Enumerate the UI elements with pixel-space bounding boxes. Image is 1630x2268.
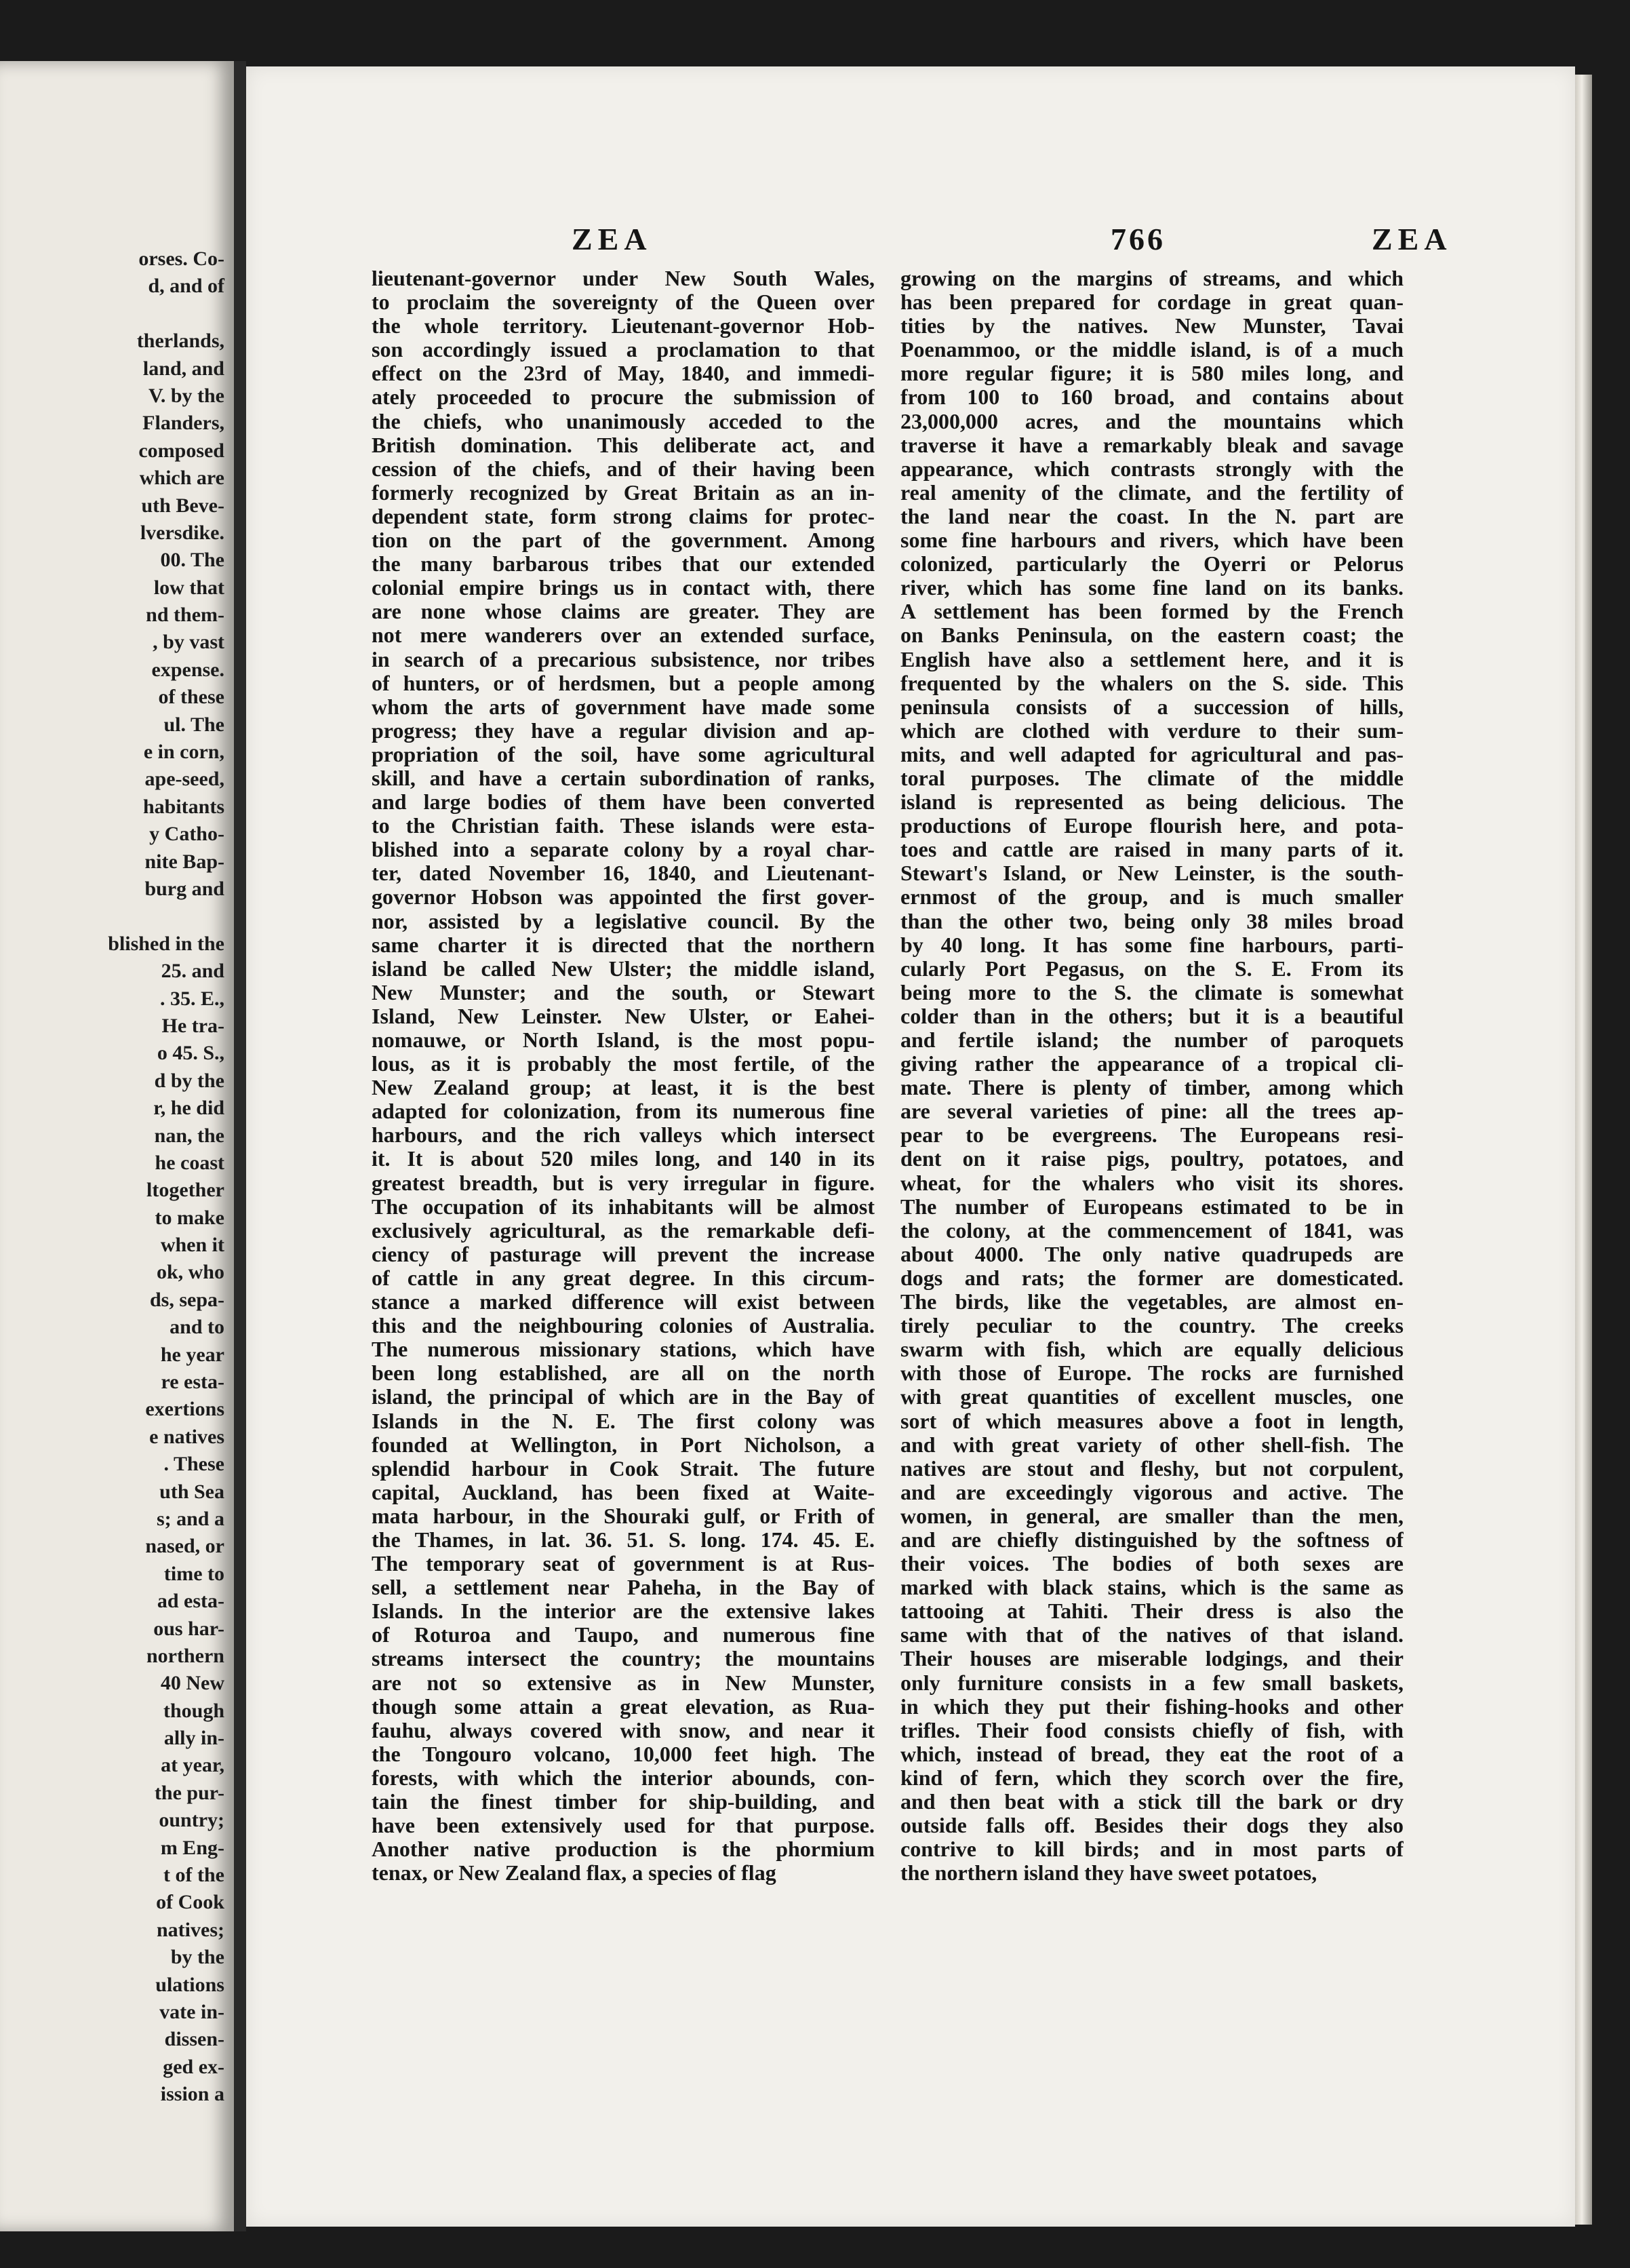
text-line: greatest breadth, but is very irregular in figure. [372, 1171, 875, 1195]
facing-page-line: He tra- [161, 1014, 224, 1037]
text-line: capital, Auckland, has been fixed at Waite- [372, 1480, 875, 1504]
text-line: the Thames, in lat. 36. 51. S. long. 174. 45. E. [372, 1527, 875, 1552]
text-line: growing on the margins of streams, and which [900, 267, 1404, 290]
text-line: governor Hobson was appointed the first gover- [372, 885, 875, 910]
text-line: swarm with fish, which are equally delicious [900, 1337, 1404, 1362]
facing-page-line: dissen- [164, 2028, 224, 2051]
book-page [246, 66, 1575, 2227]
text-line: dogs and rats; the former are domesticated. [900, 1266, 1404, 1290]
text-line: tities by the natives. New Munster, Tavai [900, 314, 1404, 338]
text-line: 23,000,000 acres, and the mountains which [900, 409, 1404, 433]
text-line: ately proceeded to procure the submission of [372, 385, 875, 410]
facing-page-line: ok, who [156, 1261, 224, 1284]
text-line: ter, dated November 16, 1840, and Lieutenant- [372, 861, 875, 886]
text-line: and then beat with a stick till the bark or dry [900, 1790, 1404, 1814]
facing-page-line: burg and [144, 877, 224, 900]
text-line: New Zealand group; at least, it is the best [372, 1076, 875, 1100]
text-line: this and the neighbouring colonies of Australia. [372, 1314, 875, 1338]
text-line: Their houses are miserable lodgings, and their [900, 1647, 1404, 1671]
text-line: peninsula consists of a succession of hills, [900, 695, 1404, 719]
facing-page-line: of these [158, 686, 224, 709]
page-number: 766 [1111, 222, 1166, 256]
text-line: of cattle in any great degree. In this circum- [372, 1266, 875, 1290]
text-line: some fine harbours and rivers, which have been [900, 528, 1404, 553]
facing-page-line: which are [139, 467, 224, 490]
text-line: founded at Wellington, in Port Nicholson, a [372, 1432, 875, 1457]
text-line: the many barbarous tribes that our extended [372, 552, 875, 576]
text-line: with great quantities of excellent muscles, one [900, 1385, 1404, 1409]
facing-page-line: when it [160, 1234, 224, 1257]
facing-page-text [7, 246, 224, 2109]
facing-page-line: exertions [145, 1398, 224, 1421]
header-left-word: ZEA [572, 222, 652, 256]
text-line: being more to the S. the climate is somewhat [900, 980, 1404, 1004]
text-line: progress; they have a regular division and ap- [372, 718, 875, 743]
text-line: same charter it is directed that the northern [372, 933, 875, 957]
text-line: their voices. The bodies of both sexes are [900, 1552, 1404, 1576]
text-line: mits, and well adapted for agricultural and pas- [900, 742, 1404, 766]
text-line: sort of which measures above a foot in length, [900, 1409, 1404, 1433]
book-gutter [234, 61, 246, 2231]
text-line: real amenity of the climate, and the fertility of [900, 480, 1404, 505]
text-line: toral purposes. The climate of the middle [900, 766, 1404, 790]
facing-page [0, 61, 234, 2231]
facing-page-line: nite Bap- [144, 850, 224, 873]
facing-page-line: natives; [157, 1918, 224, 1941]
text-line: to proclaim the sovereignty of the Queen over [372, 290, 875, 315]
facing-page-line: he coast [155, 1151, 224, 1174]
text-line: The numerous missionary stations, which have [372, 1337, 875, 1362]
text-line: to the Christian faith. These islands were esta- [372, 814, 875, 838]
facing-page-line: ission a [160, 2083, 224, 2106]
text-line: not mere wanderers over an extended surface, [372, 623, 875, 648]
facing-page-line: t of the [163, 1864, 224, 1887]
text-line: the land near the coast. In the N. part are [900, 504, 1404, 528]
text-line: island, the principal of which are in the Bay of [372, 1385, 875, 1409]
text-line: colonial empire brings us in contact with, there [372, 576, 875, 600]
facing-page-line: orses. Co- [138, 248, 224, 270]
text-line: have been extensively used for that purpose. [372, 1814, 875, 1838]
text-line: son accordingly issued a proclamation to that [372, 338, 875, 362]
text-line: from 100 to 160 broad, and contains about [900, 385, 1404, 410]
text-line: exclusively agricultural, as the remarkable defi- [372, 1218, 875, 1243]
text-line: in search of a precarious subsistence, nor tribes [372, 647, 875, 671]
text-line: on Banks Peninsula, on the eastern coast; the [900, 623, 1404, 648]
text-line: it. It is about 520 miles long, and 140 in its [372, 1147, 875, 1171]
text-line: ciency of pasturage will prevent the increase [372, 1242, 875, 1266]
text-line: marked with black stains, which is the same as [900, 1576, 1404, 1600]
text-line: which, instead of bread, they eat the root of a [900, 1742, 1404, 1766]
facing-page-line: of Cook [156, 1891, 224, 1914]
text-line: traverse it have a remarkably bleak and savage [900, 433, 1404, 457]
facing-page-line: , by vast [153, 631, 224, 654]
facing-page-line: re esta- [161, 1371, 224, 1394]
facing-page-line: at year, [161, 1754, 224, 1777]
text-line: sell, a settlement near Paheha, in the Bay of [372, 1576, 875, 1600]
text-line: tenax, or New Zealand flax, a species of flag [372, 1861, 776, 1885]
text-line: The number of Europeans estimated to be in [900, 1194, 1404, 1219]
text-line: harbours, and the rich valleys which intersect [372, 1123, 875, 1148]
text-line: island is represented as being delicious. The [900, 790, 1404, 815]
text-line: toes and cattle are raised in many parts of it. [900, 838, 1404, 862]
text-line: kind of fern, which they scorch over the fire, [900, 1765, 1404, 1790]
text-line: New Munster; and the south, or Stewart [372, 980, 875, 1004]
text-line: has been prepared for cordage in great quan- [900, 290, 1404, 315]
facing-page-line: nased, or [145, 1535, 224, 1558]
text-line: are not so extensive as in New Munster, [372, 1670, 875, 1695]
header-right-word: ZEA [1372, 222, 1452, 256]
facing-page-line: e natives [149, 1425, 224, 1448]
facing-page-line: nan, the [154, 1124, 224, 1147]
facing-page-line: therlands, [136, 330, 224, 353]
text-line: tain the finest timber for ship-building, and [372, 1790, 875, 1814]
text-line: women, in general, are smaller than the men, [900, 1504, 1404, 1528]
text-line: appearance, which contrasts strongly with the [900, 456, 1404, 481]
facing-page-line: 00. The [160, 549, 224, 572]
facing-page-line: y Catho- [149, 823, 224, 846]
text-line: The occupation of its inhabitants will be almost [372, 1194, 875, 1219]
text-line: same with that of the natives of that island. [900, 1623, 1404, 1647]
text-line: the northern island they have sweet potatoes, [900, 1861, 1317, 1885]
facing-page-line: ally in- [163, 1727, 224, 1750]
facing-page-line: 25. and [161, 960, 224, 983]
text-line: tattooing at Tahiti. Their dress is also the [900, 1599, 1404, 1624]
text-line: productions of Europe flourish here, and pota- [900, 814, 1404, 838]
text-line: adapted for colonization, from its numerous fine [372, 1099, 875, 1124]
facing-page-line: e in corn, [143, 741, 224, 764]
text-line: formerly recognized by Great Britain as an in- [372, 480, 875, 505]
text-line: are none whose claims are greater. They are [372, 600, 875, 624]
facing-page-line: ous har- [153, 1617, 224, 1640]
text-line: the colony, at the commencement of 1841, was [900, 1218, 1404, 1243]
text-line: cularly Port Pegasus, on the S. E. From its [900, 956, 1404, 981]
text-line: forests, with which the interior abounds, con- [372, 1765, 875, 1790]
text-line: streams intersect the country; the mountains [372, 1647, 875, 1671]
text-line: wheat, for the whalers who visit its shores. [900, 1171, 1404, 1195]
text-line: Islands. In the interior are the extensive lakes [372, 1599, 875, 1624]
text-line: trifles. Their food consists chiefly of fish, with [900, 1718, 1404, 1742]
text-line: frequented by the whalers on the S. side. This [900, 671, 1404, 695]
text-line: tirely peculiar to the country. The creeks [900, 1314, 1404, 1338]
facing-page-line: ape-seed, [144, 768, 224, 791]
facing-page-line: ds, sepa- [149, 1288, 224, 1311]
facing-page-line: o 45. S., [157, 1042, 224, 1065]
text-line: colonized, particularly the Oyerri or Pelorus [900, 552, 1404, 576]
text-line: blished into a separate colony by a royal char- [372, 838, 875, 862]
text-line: ernmost of the group, and is much smaller [900, 885, 1404, 910]
text-line: mata harbour, in the Shouraki gulf, or Frith of [372, 1504, 875, 1528]
text-line: been long established, are all on the north [372, 1361, 875, 1386]
text-line: fauhu, always covered with snow, and near it [372, 1718, 875, 1742]
facing-page-line: composed [138, 439, 224, 462]
facing-page-line: the pur- [154, 1781, 224, 1804]
text-line: river, which has some fine land on its banks. [900, 576, 1404, 600]
text-line: of hunters, or of herdsmen, but a people among [372, 671, 875, 695]
text-column-right [900, 267, 1404, 1885]
facing-page-line: though [163, 1699, 224, 1722]
text-line: and large bodies of them have been converted [372, 790, 875, 815]
text-line: Islands in the N. E. The first colony was [372, 1409, 875, 1433]
page-edge [1575, 75, 1592, 2225]
facing-page-line: ul. The [163, 713, 224, 736]
text-line: Another native production is the phormium [372, 1837, 875, 1862]
facing-page-line: uth Beve- [141, 494, 224, 517]
text-line: English have also a settlement here, and it is [900, 647, 1404, 671]
facing-page-line: m Eng- [160, 1836, 224, 1859]
facing-page-line: . 35. E., [159, 987, 224, 1010]
text-line: about 4000. The only native quadrupeds are [900, 1242, 1404, 1266]
facing-page-line: V. by the [148, 384, 224, 407]
facing-page-line: ulations [155, 1973, 224, 1996]
text-line: the Tongouro volcano, 10,000 feet high. The [372, 1742, 875, 1766]
text-line: The temporary seat of government is at Rus- [372, 1552, 875, 1576]
text-line: whom the arts of government have made some [372, 695, 875, 719]
text-line: colder than in the others; but it is a beautiful [900, 1004, 1404, 1028]
text-line: and fertile island; the number of paroquets [900, 1028, 1404, 1052]
text-line: by 40 long. It has some fine harbours, parti- [900, 933, 1404, 957]
facing-page-line: d, and of [148, 275, 224, 298]
text-line: propriation of the soil, have some agricultural [372, 742, 875, 766]
text-line: dent on it raise pigs, poultry, potatoes, and [900, 1147, 1404, 1171]
text-line: effect on the 23rd of May, 1840, and immedi- [372, 361, 875, 386]
text-line: Poenammoo, or the middle island, is of a much [900, 338, 1404, 362]
text-line: are several varieties of pine: all the trees ap- [900, 1099, 1404, 1124]
text-line: the whole territory. Lieutenant-governor Hob- [372, 314, 875, 338]
facing-page-line: Flanders, [142, 412, 224, 435]
facing-page-line [7, 300, 224, 328]
text-line: British domination. This deliberate act, and [372, 433, 875, 457]
text-line: skill, and have a certain subordination of ranks, [372, 766, 875, 790]
text-line: nomauwe, or North Island, is the most popu- [372, 1028, 875, 1052]
text-column-left [372, 267, 875, 1885]
facing-page-line: ountry; [159, 1809, 224, 1832]
text-line: tion on the part of the government. Among [372, 528, 875, 553]
text-line: Island, New Leinster. New Ulster, or Eahei- [372, 1004, 875, 1028]
facing-page-line: s; and a [156, 1507, 224, 1530]
running-header [246, 221, 1575, 262]
text-line: splendid harbour in Cook Strait. The future [372, 1456, 875, 1481]
text-line: only furniture consists in a few small baskets, [900, 1670, 1404, 1695]
text-line: mate. There is plenty of timber, among which [900, 1076, 1404, 1100]
facing-page-line: ltogether [146, 1179, 224, 1202]
text-line: and are exceedingly vigorous and active. The [900, 1480, 1404, 1504]
facing-page-line: land, and [142, 357, 224, 380]
facing-page-line: ad esta- [157, 1590, 224, 1613]
facing-page-line [7, 903, 224, 930]
facing-page-line: nd them- [146, 604, 224, 627]
text-line: island be called New Ulster; the middle island, [372, 956, 875, 981]
text-line: though some attain a great elevation, as Rua- [372, 1694, 875, 1719]
facing-page-line: lversdike. [140, 521, 224, 544]
text-line: outside falls off. Besides their dogs they also [900, 1814, 1404, 1838]
text-line: than the other two, being only 38 miles broad [900, 909, 1404, 933]
text-line: natives are stout and fleshy, but not corpulent, [900, 1456, 1404, 1481]
facing-page-line: habitants [142, 795, 224, 818]
text-line: nor, assisted by a legislative council. By the [372, 909, 875, 933]
text-line: in which they put their fishing-hooks and other [900, 1694, 1404, 1719]
text-line: pear to be evergreens. The Europeans resi- [900, 1123, 1404, 1148]
facing-page-line: ged ex- [163, 2055, 224, 2078]
text-line: lous, as it is probably the most fertile, of the [372, 1052, 875, 1076]
facing-page-line: and to [170, 1316, 224, 1339]
facing-page-line: he year [160, 1343, 224, 1366]
facing-page-line: northern [146, 1644, 224, 1667]
facing-page-line: vate in- [159, 2001, 224, 2023]
text-line: contrive to kill birds; and in most parts of [900, 1837, 1404, 1862]
text-line: and are chiefly distinguished by the softness of [900, 1527, 1404, 1552]
text-line: with those of Europe. The rocks are furnished [900, 1361, 1404, 1386]
text-line: which are clothed with verdure to their sum- [900, 718, 1404, 743]
facing-page-line: blished in the [108, 932, 224, 955]
facing-page-line: d by the [154, 1069, 224, 1092]
text-line: Stewart's Island, or New Leinster, is the south- [900, 861, 1404, 886]
facing-page-line: r, he did [153, 1097, 224, 1120]
text-line: cession of the chiefs, and of their having been [372, 456, 875, 481]
text-line: giving rather the appearance of a tropical cli- [900, 1052, 1404, 1076]
facing-page-line: low that [153, 576, 224, 599]
facing-page-line: 40 New [160, 1672, 224, 1695]
facing-page-line: uth Sea [159, 1480, 224, 1503]
facing-page-line: time to [163, 1562, 224, 1585]
text-line: lieutenant-governor under New South Wales, [372, 267, 875, 290]
text-line: dependent state, form strong claims for protec- [372, 504, 875, 528]
text-line: more regular figure; it is 580 miles long, and [900, 361, 1404, 386]
facing-page-line: . These [163, 1453, 224, 1476]
text-line: The birds, like the vegetables, are almost en- [900, 1290, 1404, 1314]
text-line: of Roturoa and Taupo, and numerous fine [372, 1623, 875, 1647]
facing-page-line: to make [155, 1206, 224, 1229]
text-line: the chiefs, who unanimously acceded to the [372, 409, 875, 433]
text-line: and with great variety of other shell-fish. The [900, 1432, 1404, 1457]
facing-page-line: expense. [151, 658, 224, 681]
text-line: stance a marked difference will exist between [372, 1290, 875, 1314]
text-line: A settlement has been formed by the French [900, 600, 1404, 624]
facing-page-line: by the [170, 1946, 224, 1969]
